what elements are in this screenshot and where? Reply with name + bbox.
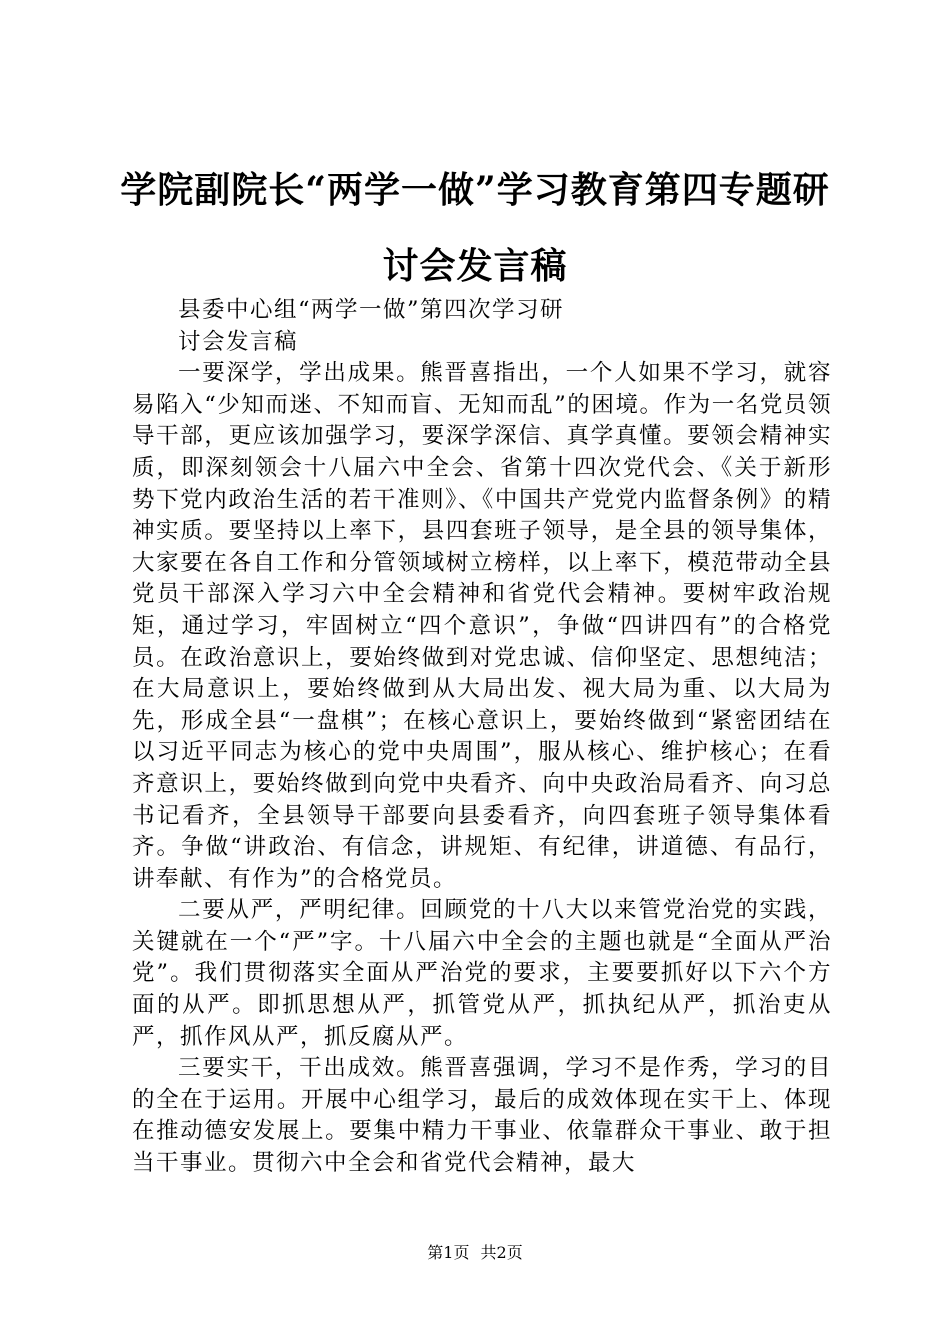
title-line-1: 学院副院长“两学一做”学习教育第四专题研 — [120, 169, 830, 211]
page-total: 共2页 — [480, 1243, 523, 1262]
paragraph-3: 三要实干，干出成效。熊晋喜强调，学习不是作秀，学习的目的全在于运用。开展中心组学习，最后的成效体现在实干上、体现在推动德安发展上。要集中精力干事业、依靠群众干事业、敢于担当干事业。贯彻六中全会和省党代会精神，最大 — [132, 1055, 832, 1177]
title-line-2: 讨会发言稿 — [382, 245, 568, 287]
page-number: 第1页 — [427, 1243, 470, 1262]
paragraph-2: 二要从严，严明纪律。回顾党的十八大以来管党治党的实践，关键就在一个“严”字。十八届六中全会的主题也就是“全面从严治党”。我们贯彻落实全面从严治党的要求，主要要抓好以下六个方面的从严。即抓思想从严，抓管党从严，抓执纪从严，抓治吏从严，抓作风从严，抓反腐从严。 — [132, 897, 832, 1050]
page-footer — [0, 1243, 950, 1263]
document-body — [132, 295, 832, 1180]
subtitle-line-1: 县委中心组“两学一做”第四次学习研 — [178, 297, 565, 323]
document-title — [100, 152, 850, 304]
paragraph-1: 一要深学，学出成果。熊晋喜指出，一个人如果不学习，就容易陷入“少知而迷、不知而盲、无知而乱”的困境。作为一名党员领导干部，更应该加强学习，要深学深信、真学真懂。要领会精神实质，即深刻领会十八届六中全会、省第十四次党代会、《关于新形势下党内政治生活的若干准则》、《中国共产党党内监督条例》的精神实质。要坚持以上率下，县四套班子领导，是全县的领导集体，大家要在各自工作和分管领域树立榜样，以上率下，模范带动全县党员干部深入学习六中全会精神和省党代会精神。要树牢政治规矩，通过学习，牢固树立“四个意识”，争做“四讲四有”的合格党员。在政治意识上，要始终做到对党忠诚、信仰坚定、思想纯洁；在大局意识上，要始终做到从大局出发、视大局为重、以大局为先，形成全县“一盘棋”；在核心意识上，要始终做到“紧密团结在以习近平同志为核心的党中央周围”，服从核心、维护核心；在看齐意识上，要始终做到向党中央看齐、向中央政治局看齐、向习总书记看齐，全县领导干部要向县委看齐，向四套班子领导集体看齐。争做“讲政治、有信念，讲规矩、有纪律，讲道德、有品行，讲奉献、有作为”的合格党员。 — [132, 360, 832, 892]
subtitle-line-2: 讨会发言稿 — [178, 328, 299, 355]
